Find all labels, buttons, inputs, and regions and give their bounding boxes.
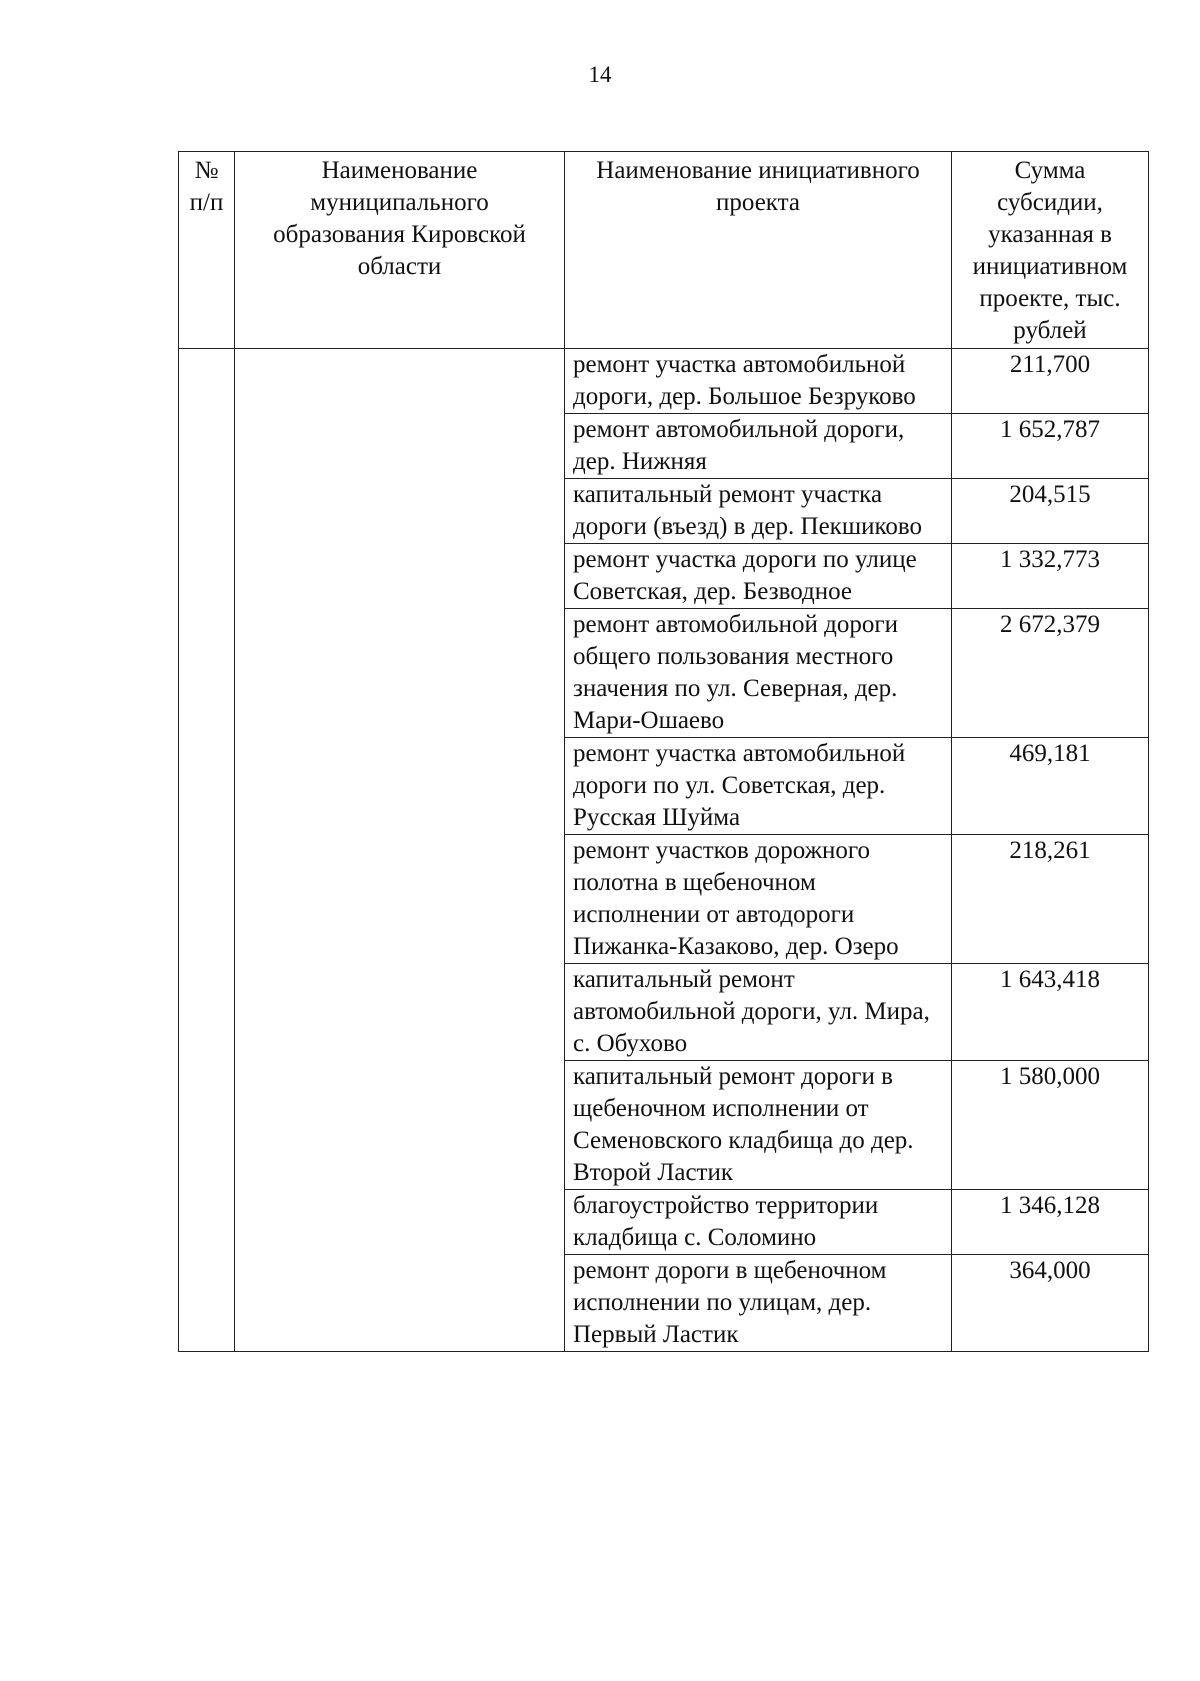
project-cell: благоустройство территории кладбища с. Соломино [565,1190,952,1255]
project-cell: капитальный ремонт участка дороги (въезд) в дер. Пекшиково [565,479,952,544]
project-cell: капитальный ремонт автомобильной дороги, ул. Мира, с. Обухово [565,964,952,1061]
project-cell: ремонт участка автомобильной дороги по ул. Советская, дер. Русская Шуйма [565,738,952,835]
page-number: 14 [588,62,612,87]
project-cell: ремонт дороги в щебеночном исполнении по улицам, дер. Первый Ластик [565,1255,952,1352]
project-cell: ремонт участка автомобильной дороги, дер. Большое Безруково [565,349,952,414]
header-municipality: Наименование муниципального образования Кировской области [235,152,565,349]
amount-cell: 1 652,787 [952,414,1149,479]
amount-cell: 2 672,379 [952,609,1149,738]
amount-cell: 1 332,773 [952,544,1149,609]
amount-cell: 211,700 [952,349,1149,414]
header-num: № п/п [179,152,235,349]
amount-cell: 1 580,000 [952,1061,1149,1190]
project-cell: ремонт участков дорожного полотна в щебеночном исполнении от автодороги Пижанка-Казаково, дер. Озеро [565,835,952,964]
project-cell: ремонт автомобильной дороги общего пользования местного значения по ул. Северная, дер. Мари-Ошаево [565,609,952,738]
project-cell: ремонт автомобильной дороги, дер. Нижняя [565,414,952,479]
header-project: Наименование инициативного проекта [565,152,952,349]
amount-cell: 218,261 [952,835,1149,964]
amount-cell: 469,181 [952,738,1149,835]
amount-cell: 1 643,418 [952,964,1149,1061]
num-cell [179,349,235,1352]
subsidy-table [178,151,1149,1352]
amount-cell: 364,000 [952,1255,1149,1352]
amount-cell: 204,515 [952,479,1149,544]
table-row [179,349,1149,414]
table-header-row [179,152,1149,349]
municipality-cell [235,349,565,1352]
project-cell: ремонт участка дороги по улице Советская, дер. Безводное [565,544,952,609]
amount-cell: 1 346,128 [952,1190,1149,1255]
header-amount: Сумма субсидии, указанная в инициативном проекте, тыс. рублей [952,152,1149,349]
project-cell: капитальный ремонт дороги в щебеночном исполнении от Семеновского кладбища до дер. Второй Ластик [565,1061,952,1190]
